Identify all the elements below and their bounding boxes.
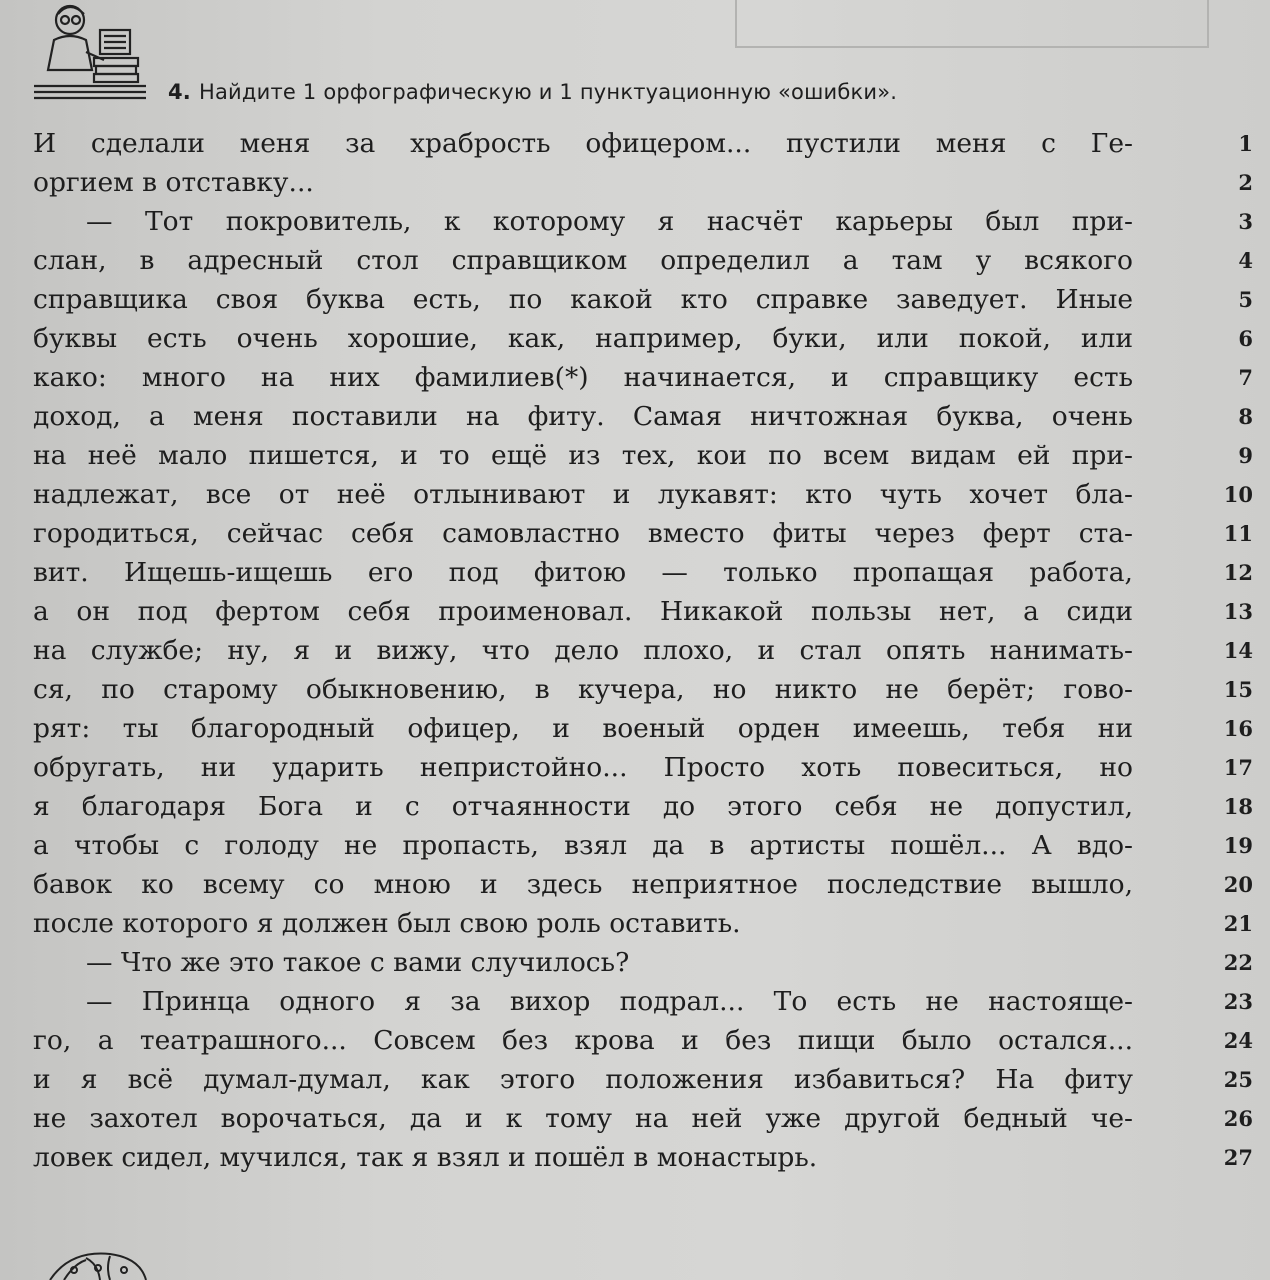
text-line xyxy=(0,593,1270,631)
text-line xyxy=(0,398,1270,436)
line-text: а чтобы с голоду не пропасть, взял да в артисты пошёл... А вдо- xyxy=(33,830,1133,861)
text-line xyxy=(0,281,1270,319)
line-number: 11 xyxy=(1223,521,1253,546)
line-text: на службе; ну, я и вижу, что дело плохо, и стал опять нанимать- xyxy=(33,635,1133,666)
text-line xyxy=(0,788,1270,826)
text-line xyxy=(0,554,1270,592)
line-text: — Что же это такое с вами случилось? xyxy=(86,947,630,978)
line-number: 14 xyxy=(1223,638,1253,663)
line-number: 3 xyxy=(1238,209,1253,234)
text-line xyxy=(0,359,1270,397)
line-text: справщика своя буква есть, по какой кто справке заведует. Иные xyxy=(33,284,1133,315)
text-line xyxy=(0,164,1270,202)
line-number: 27 xyxy=(1223,1145,1253,1170)
text-line xyxy=(0,671,1270,709)
line-text: — Принца одного я за вихор подрал... То есть не настояще- xyxy=(86,986,1133,1017)
line-text: а он под фертом себя проименовал. Никакой пользы нет, а сиди xyxy=(33,596,1133,627)
task-number: 4. xyxy=(168,80,191,104)
text-line xyxy=(0,632,1270,670)
line-number: 5 xyxy=(1238,287,1253,312)
line-number: 13 xyxy=(1223,599,1253,624)
line-text: доход, а меня поставили на фиту. Самая ничтожная буква, очень xyxy=(33,401,1133,432)
text-line xyxy=(0,476,1270,514)
text-line xyxy=(0,242,1270,280)
text-line xyxy=(0,1061,1270,1099)
text-line xyxy=(0,437,1270,475)
line-number: 16 xyxy=(1223,716,1253,741)
line-text: вит. Ищешь-ищешь его под фитою — только пропащая работа, xyxy=(33,557,1133,588)
text-line xyxy=(0,1139,1270,1177)
line-text: на неё мало пишется, и то ещё из тех, кои по всем видам ей при- xyxy=(33,440,1133,471)
line-text: ся, по старому обыкновению, в кучера, но никто не берёт; гово- xyxy=(33,674,1133,705)
line-number: 17 xyxy=(1223,755,1253,780)
text-line xyxy=(0,710,1270,748)
line-number: 6 xyxy=(1238,326,1253,351)
line-number: 4 xyxy=(1238,248,1253,273)
line-text: надлежат, все от неё отлынивают и лукавят: кто чуть хочет бла- xyxy=(33,479,1133,510)
line-text: буквы есть очень хорошие, как, например, буки, или покой, или xyxy=(33,323,1133,354)
line-number: 22 xyxy=(1223,950,1253,975)
line-text: городиться, сейчас себя самовластно вместо фиты через ферт ста- xyxy=(33,518,1133,549)
line-text: оргием в отставку... xyxy=(33,167,314,198)
line-number: 15 xyxy=(1223,677,1253,702)
text-line xyxy=(0,125,1270,163)
line-text: како: много на них фамилиев(*) начинается, и справщику есть xyxy=(33,362,1133,393)
line-number: 1 xyxy=(1238,131,1253,156)
line-number: 18 xyxy=(1223,794,1253,819)
line-number: 21 xyxy=(1223,911,1253,936)
text-line xyxy=(0,515,1270,553)
line-text: не захотел ворочаться, да и к тому на ней уже другой бедный че- xyxy=(33,1103,1133,1134)
text-line xyxy=(0,827,1270,865)
line-number: 2 xyxy=(1238,170,1253,195)
line-text: — Тот покровитель, к которому я насчёт карьеры был при- xyxy=(86,206,1133,237)
line-text: слан, в адресный стол справщиком определил а там у всякого xyxy=(33,245,1133,276)
turtle-icon xyxy=(40,1248,150,1280)
line-text: обругать, ни ударить непристойно... Просто хоть повеситься, но xyxy=(33,752,1133,783)
text-line xyxy=(0,983,1270,1021)
line-text: после которого я должен был свою роль оставить. xyxy=(33,908,741,939)
text-line xyxy=(0,320,1270,358)
line-number: 8 xyxy=(1238,404,1253,429)
line-number: 12 xyxy=(1223,560,1253,585)
text-line xyxy=(0,905,1270,943)
line-text: и я всё думал-думал, как этого положения избавиться? На фиту xyxy=(33,1064,1133,1095)
line-number: 25 xyxy=(1223,1067,1253,1092)
text-line xyxy=(0,749,1270,787)
line-number: 26 xyxy=(1223,1106,1253,1131)
line-text: го, а театрашного... Совсем без крова и без пищи было остался... xyxy=(33,1025,1133,1056)
line-text: я благодаря Бога и с отчаянности до этого себя не допустил, xyxy=(33,791,1133,822)
line-text: И сделали меня за храбрость офицером... пустили меня с Ге- xyxy=(33,128,1133,159)
line-text: бавок ко всему со мною и здесь неприятное последствие вышло, xyxy=(33,869,1133,900)
task-text: Найдите 1 орфографическую и 1 пунктуационную «ошибки». xyxy=(199,80,898,104)
line-number: 9 xyxy=(1238,443,1253,468)
line-number: 24 xyxy=(1223,1028,1253,1053)
line-text: рят: ты благородный офицер, и военый орден имеешь, тебя ни xyxy=(33,713,1133,744)
line-number: 7 xyxy=(1238,365,1253,390)
line-text: ловек сидел, мучился, так я взял и пошёл в монастырь. xyxy=(33,1142,818,1173)
text-line xyxy=(0,944,1270,982)
line-number: 10 xyxy=(1223,482,1253,507)
line-number: 23 xyxy=(1223,989,1253,1014)
text-line xyxy=(0,866,1270,904)
line-number: 19 xyxy=(1223,833,1253,858)
text-line xyxy=(0,203,1270,241)
text-line xyxy=(0,1022,1270,1060)
line-number: 20 xyxy=(1223,872,1253,897)
text-line xyxy=(0,1100,1270,1138)
